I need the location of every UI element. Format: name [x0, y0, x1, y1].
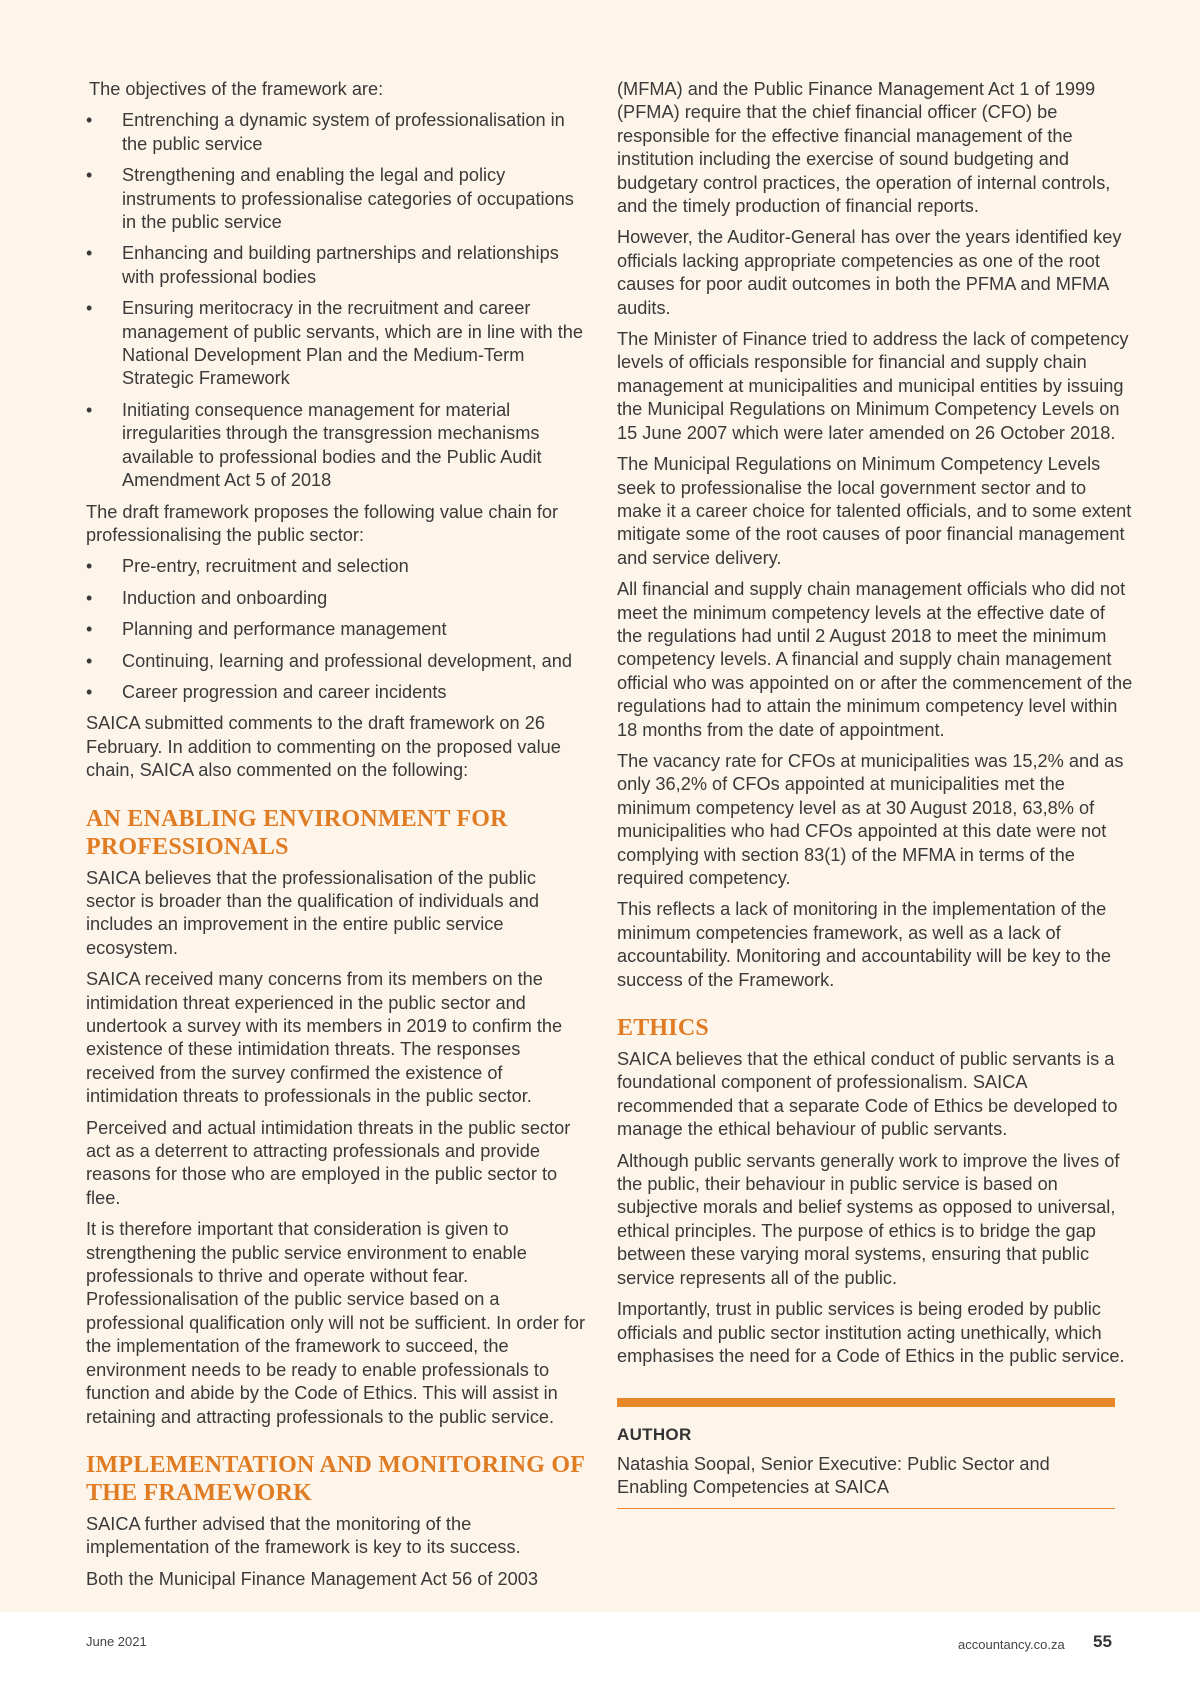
paragraph: Importantly, trust in public services is being eroded by public officials and public sector institution acting unethically, which emphasises the need for a Code of Ethics in the public service.: [617, 1299, 1125, 1366]
paragraph: SAICA believes that the professionalisation of the public sector is broader than the qualification of individuals and includes an improvement in the entire public service ecosystem.: [86, 867, 539, 958]
paragraph: This reflects a lack of monitoring in the implementation of the minimum competencies framework, as well as a lack of accountability. Monitoring and accountability will be key to the success of the Framework.: [617, 899, 1112, 990]
comments-paragraph: SAICA submitted comments to the draft framework on 26 February. In addition to commenting on the proposed value chain, SAICA also commented on the following:: [86, 713, 561, 781]
paragraph: (MFMA) and the Public Finance Management Act 1 of 1999 (PFMA) require that the chief financial officer (CFO) be responsible for the effective financial management of the institution including the exercise of sound budgeting and budgetary control practices, the operation of internal controls, and the timely production of financial reports.: [617, 79, 1111, 217]
left-column: [86, 78, 590, 1599]
paragraph: SAICA believes that the ethical conduct of public servants is a foundational component of professionalism. SAICA recommended that a separate Code of Ethics be developed to manage the ethical behaviour of public servants.: [617, 1049, 1118, 1140]
paragraph: All financial and supply chain management officials who did not meet the minimum competency levels at the effective date of the regulations had until 2 August 2018 to meet the minimum competency levels. A financial and supply chain management official who was appointed on or after the commencement of the regulations had to attain the minimum competency level within 18 months from the date of appointment.: [617, 579, 1133, 740]
list-item: • Career progression and career incidents: [86, 681, 590, 704]
list-item: • Pre-entry, recruitment and selection: [86, 555, 590, 578]
paragraph: The Municipal Regulations on Minimum Competency Levels seek to professionalise the local government sector and to make it a career choice for talented officials, and to some extent mitigate some of the root causes of poor financial management and service delivery.: [617, 454, 1132, 568]
author-label: AUTHOR: [617, 1425, 692, 1445]
paragraph: However, the Auditor-General has over the years identified key officials lacking appropriate competencies as one of the root causes for poor audit outcomes in both the PFMA and MFMA audits.: [617, 227, 1122, 318]
list-item: • Continuing, learning and professional development, and: [86, 650, 590, 673]
paragraph: Both the Municipal Finance Management Act 56 of 2003: [86, 1568, 538, 1589]
section-heading-enabling-environment: AN ENABLING ENVIRONMENT FOR PROFESSIONALS: [86, 805, 508, 860]
section-heading-implementation: IMPLEMENTATION AND MONITORING OF THE FRAMEWORK: [86, 1451, 585, 1506]
page-number: 55: [1093, 1632, 1112, 1651]
list-item: • Enhancing and building partnerships and relationships with professional bodies: [86, 242, 590, 289]
list-item: • Strengthening and enabling the legal and policy instruments to professionalise categories of occupations in the public service: [86, 164, 590, 234]
author-top-rule: [617, 1398, 1115, 1407]
value-chain-list: [86, 555, 590, 704]
section-heading-ethics: ETHICS: [617, 1015, 709, 1042]
list-item: • Planning and performance management: [86, 618, 590, 641]
objectives-list: [86, 109, 590, 492]
list-item: • Induction and onboarding: [86, 587, 590, 610]
author-bottom-rule: [617, 1508, 1115, 1509]
list-item: • Ensuring meritocracy in the recruitment and career management of public servants, which are in line with the National Development Plan and the Medium-Term Strategic Framework: [86, 297, 590, 391]
list-item: • Initiating consequence management for material irregularities through the transgression mechanisms available to professional bodies and the Public Audit Amendment Act 5 of 2018: [86, 399, 590, 493]
paragraph: Although public servants generally work to improve the lives of the public, their behaviour in public service is based on subjective morals and belief systems as opposed to universal, ethical principles. The purpose of ethics is to bridge the gap between these varying moral systems, ensuring that public service represents all of the public.: [617, 1150, 1120, 1288]
footer-date: June 2021: [86, 1634, 147, 1649]
paragraph: Perceived and actual intimidation threats in the public sector act as a deterrent to attracting professionals and provide reasons for those who are employed in the public sector to flee.: [86, 1117, 571, 1208]
list-item: • Entrenching a dynamic system of professionalisation in the public service: [86, 109, 590, 156]
paragraph: The vacancy rate for CFOs at municipalities was 15,2% and as only 36,2% of CFOs appointed at municipalities met the minimum competency level as at 30 August 2018, 63,8% of municipalities who had CFOs appointed at this date were not complying with section 83(1) of the MFMA in terms of the required competency.: [617, 750, 1124, 888]
author-byline: Natashia Soopal, Senior Executive: Public Sector and Enabling Competencies at SAICA: [617, 1453, 1050, 1498]
paragraph: It is therefore important that consideration is given to strengthening the public service environment to enable professionals to thrive and operate without fear. Professionalisation of the public service based on a professional qualification only will not be sufficient. In order for the implementation of the framework to succeed, the environment needs to be ready to enable professionals to function and abide by the Code of Ethics. This will assist in retaining and attracting professionals to the public service.: [86, 1219, 586, 1427]
paragraph: SAICA received many concerns from its members on the intimidation threat experienced in the public sector and undertook a survey with its members in 2019 to confirm the existence of these intimidation threats. The responses received from the survey confirmed the existence of intimidation threats to professionals in the public sector.: [86, 969, 563, 1107]
paragraph: The Minister of Finance tried to address the lack of competency levels of officials responsible for financial and supply chain management at municipalities and municipal entities by issuing the Municipal Regulations on Minimum Competency Levels on 15 June 2007 which were later amended on 26 October 2018.: [617, 329, 1129, 443]
footer-site-link[interactable]: accountancy.co.za: [958, 1637, 1065, 1652]
right-column: [617, 78, 1135, 1509]
value-chain-intro: The draft framework proposes the following value chain for professionalising the public sector:: [86, 501, 559, 545]
objectives-intro: The objectives of the framework are:: [89, 79, 384, 99]
paragraph: SAICA further advised that the monitoring of the implementation of the framework is key to its success.: [86, 1513, 521, 1558]
